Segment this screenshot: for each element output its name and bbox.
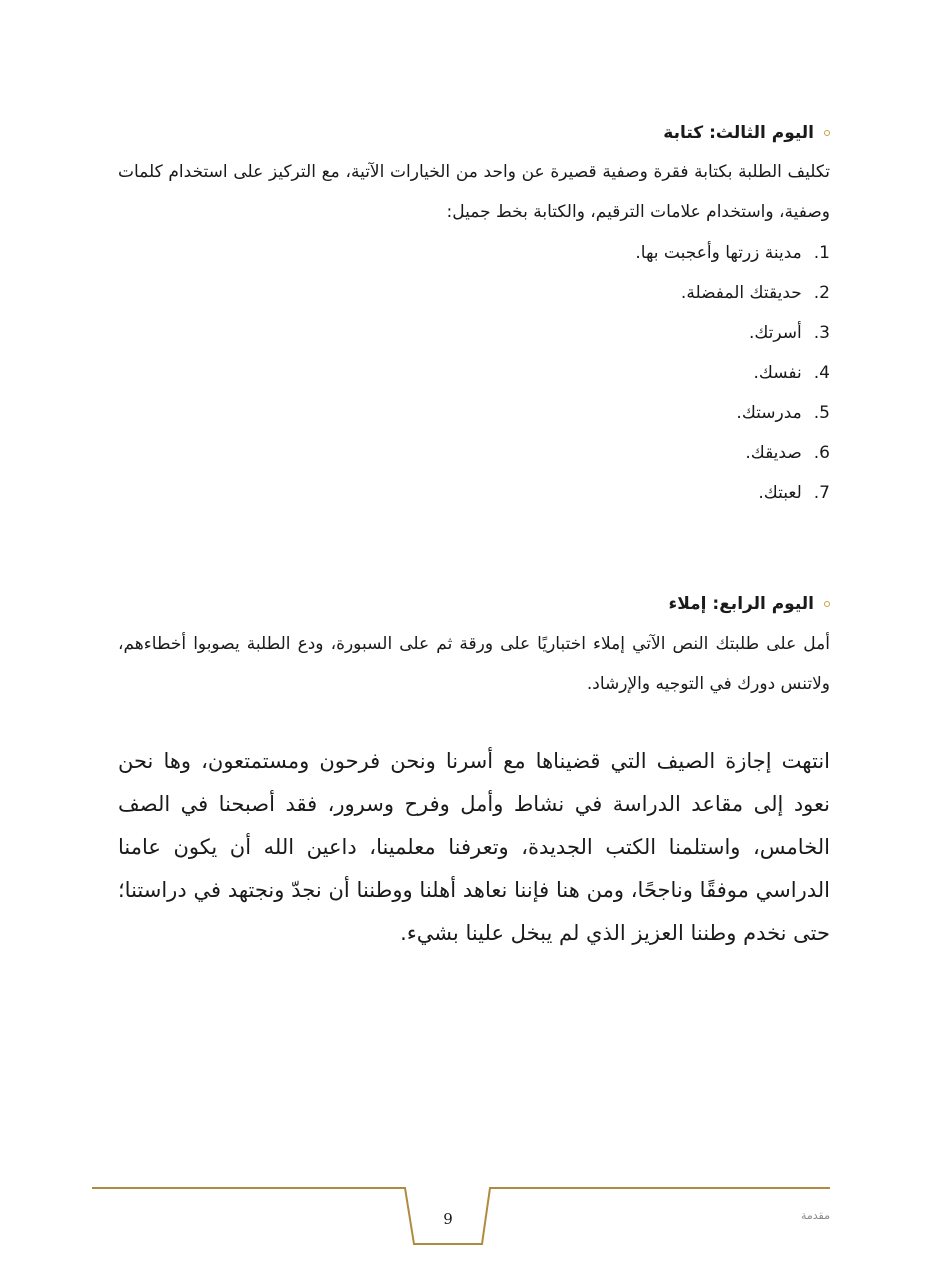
- bullet-icon: [824, 601, 830, 607]
- day4-heading: [130, 593, 830, 615]
- bullet-icon: [824, 130, 830, 136]
- day3-instructions: تكليف الطلبة بكتابة فقرة وصفية قصيرة عن واحد من الخيارات الآتية، مع التركيز على استخدام كلمات وصفية، واستخدام علامات الترقيم، والكتابة بخط جميل:: [118, 162, 830, 222]
- list-item: 7.لعبتك.: [758, 483, 830, 503]
- dictation-text: انتهت إجازة الصيف التي قضيناها مع أسرنا ونحن فرحون ومستمتعون، وها نحن نعود إلى مقاعد الدراسة في نشاط وأمل وفرح وسرور، فقد أصبحنا في الصف الخامس، واستلمنا الكتب الجديدة، وتعرفنا معلمينا، داعين الله أن يكون عامنا الدراسي موفقًا وناجحًا، ومن هنا فإننا نعاهد أهلنا ووطننا أن نجدّ ونجتهد في دراستنا؛ حتى نخدم وطننا العزيز الذي لم يبخل علينا بشيء.: [118, 749, 830, 945]
- day4-instructions: أمل على طلبتك النص الآتي إملاء اختباريًا على ورقة ثم على السبورة، ودع الطلبة يصوبوا أخطاءهم، ولاتنس دورك في التوجيه والإرشاد.: [118, 634, 830, 694]
- list-item: 2.حديقتك المفضلة.: [680, 283, 830, 303]
- day3-heading: [130, 122, 830, 144]
- day3-options-list: [130, 233, 830, 513]
- list-item: 6.صديقك.: [745, 443, 830, 463]
- section-label: مقدمة: [800, 1209, 830, 1222]
- day4-heading-text: اليوم الرابع: إملاء: [668, 594, 814, 614]
- day3-heading-text: اليوم الثالث: كتابة: [663, 123, 814, 143]
- list-item: 1.مدينة زرتها وأعجبت بها.: [635, 243, 830, 263]
- list-item: 5.مدرستك.: [736, 403, 830, 423]
- list-item: 4.نفسك.: [753, 363, 830, 383]
- list-item: 3.أسرتك.: [748, 323, 830, 343]
- page-number: 9: [443, 1210, 453, 1228]
